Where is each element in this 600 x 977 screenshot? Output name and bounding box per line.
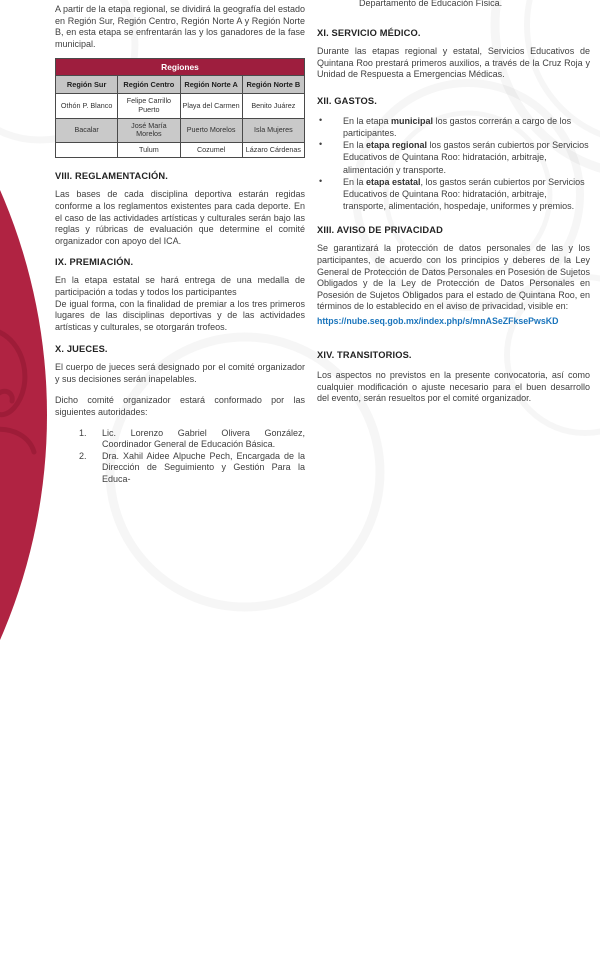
document-content [55, 0, 590, 486]
table-cell: Othón P. Blanco [56, 94, 118, 118]
privacy-link[interactable]: https://nube.seq.gob.mx/index.php/s/mnASeZFksePwsKD [317, 315, 559, 326]
authorities-list [55, 428, 305, 486]
regions-table [55, 58, 305, 158]
section-heading-premiacion: IX. PREMIACIÓN. [55, 257, 134, 268]
bullet-text: En la etapa estatal, los gastos serán cubiertos por Servicios Educativos de Quintana Roo: hidratación, arbitraje, transporte, alimentación, hospedaje, uniformes y premios. [343, 176, 585, 212]
intro-paragraph: A partir de la etapa regional, se dividirá la geografía del estado en Región Sur, Región Centro, Región Norte A y Región Norte B, en esta etapa se enfrentarán las y los ganadores de la fase municipal. [55, 4, 305, 49]
section-heading-gastos: XII. GASTOS. [317, 95, 378, 106]
table-cell: Isla Mujeres [242, 118, 304, 142]
table-cell: José María Morelos [118, 118, 180, 142]
column-header: Región Norte B [242, 76, 304, 94]
premiacion-paragraph-2: De igual forma, con la finalidad de premiar a los tres primeros lugares de las disciplinas deportivas y de las actividades artísticas y culturales, se otorgarán trofeos. [55, 298, 305, 332]
column-header: Región Centro [118, 76, 180, 94]
red-blob-decoration [0, 0, 62, 450]
jueces-paragraph-2: Dicho comité organizador estará conformado por las siguientes autoridades: [55, 395, 305, 418]
premiacion-paragraph-1: En la etapa estatal se hará entrega de una medalla de participación a todas y todos los participantes [55, 275, 305, 297]
table-cell: Playa del Carmen [180, 94, 242, 118]
column-header: Región Norte A [180, 76, 242, 94]
section-heading-jueces: X. JUECES. [55, 344, 108, 355]
list-item-text: Dra. Xahil Aidee Alpuche Pech, Encargada de la Dirección de Seguimiento y Gestión Para la Educa- [102, 450, 305, 485]
continued-text-fragment: Departamento de Educación Física. [359, 0, 503, 8]
bullet-item [317, 115, 590, 139]
list-item [79, 450, 305, 486]
column-header: Región Sur [56, 76, 118, 94]
bullet-icon: • [319, 175, 323, 186]
bullet-icon: • [319, 139, 323, 150]
table-cell: Felipe Carrillo Puerto [118, 94, 180, 118]
table-cell: Benito Juárez [242, 94, 304, 118]
jueces-paragraph-1: El cuerpo de jueces será designado por el comité organizador y sus decisiones serán inapelables. [55, 362, 305, 384]
table-cell: Bacalar [56, 118, 118, 142]
table-title-row [56, 59, 305, 76]
gastos-bullet-list [317, 115, 590, 213]
table-cell: Puerto Morelos [180, 118, 242, 142]
reglamentacion-paragraph: Las bases de cada disciplina deportiva estarán regidas conforme a los reglamentos existentes para cada deporte. En el caso de las actividades artísticas y culturales serán bajo las reglas y rúbricas de evaluación que determine el comité organizador con apoyo del ICA. [55, 189, 305, 246]
table-row [56, 94, 305, 118]
section-heading-aviso-privacidad: XIII. AVISO DE PRIVACIDAD [317, 225, 444, 236]
servicio-medico-paragraph: Durante las etapas regional y estatal, Servicios Educativos de Quintana Roo prestará primeros auxilios, a través de la Cruz Roja y Unidad de Respuesta a Emergencias Médicas. [317, 46, 590, 80]
aviso-privacidad-paragraph: Se garantizará la protección de datos personales de las y los participantes, de acuerdo con los principios y deberes de la Ley General de Protección de Datos Personales en Posesión de Sujetos Obligados y de la Ley de Protección de Datos Personales en Posesión de Sujetos Obligados para el estado de Quintana Roo, en términos de lo establecido en el aviso de privacidad, visible en: [317, 243, 590, 312]
list-item-text: Lic. Lorenzo Gabriel Olivera González, Coordinador General de Educación Básica. [102, 427, 305, 450]
section-heading-reglamentacion: VIII. REGLAMENTACIÓN. [55, 171, 168, 182]
table-cell: Lázaro Cárdenas [242, 142, 304, 158]
transitorios-paragraph: Los aspectos no previstos en la presente convocatoria, así como cualquier modificación o ajuste necesario para el buen desarrollo del evento, serán resueltos por el comité organizador. [317, 369, 590, 404]
bullet-text: En la etapa regional los gastos serán cubiertos por Servicios Educativos de Quintana Roo: hidratación, arbitraje, alimentación y transporte. [343, 140, 589, 175]
table-header-row [56, 76, 305, 94]
table-cell [56, 142, 118, 158]
regions-table-title: Regiones [56, 59, 305, 76]
section-heading-servicio-medico: XI. SERVICIO MÉDICO. [317, 28, 421, 38]
table-row [56, 118, 305, 142]
list-item [79, 427, 305, 451]
table-cell: Cozumel [180, 142, 242, 158]
table-row [56, 142, 305, 158]
bullet-text: En la etapa municipal los gastos correrán a cargo de los participantes. [343, 115, 572, 138]
document-page [0, 0, 600, 485]
bullet-item [317, 176, 590, 213]
bullet-item [317, 139, 590, 176]
blob-swirl-pattern [0, 0, 62, 450]
list-item-number: 1. [79, 427, 87, 438]
left-column [55, 0, 305, 486]
right-column [317, 0, 590, 486]
bullet-icon: • [319, 114, 323, 125]
section-heading-transitorios: XIV. TRANSITORIOS. [317, 349, 412, 360]
list-item-number: 2. [79, 450, 87, 461]
table-cell: Tulum [118, 142, 180, 158]
